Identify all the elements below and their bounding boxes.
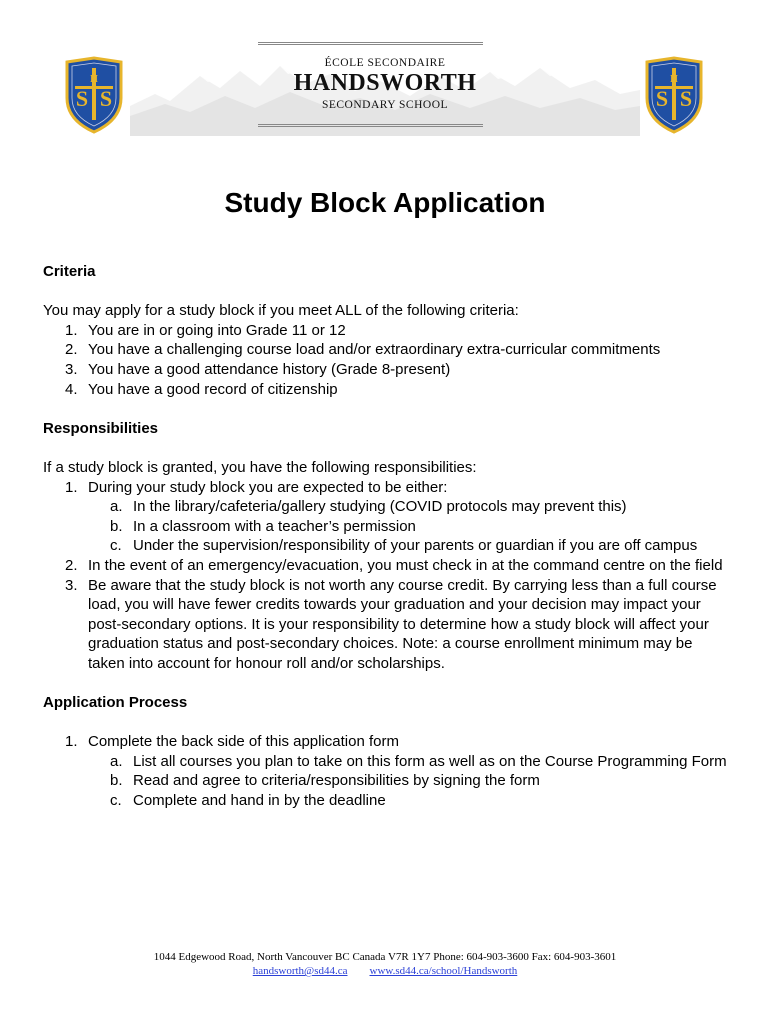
sub-list-item bbox=[43, 771, 733, 791]
list-item-text: Complete and hand in by the deadline bbox=[133, 792, 386, 810]
document-body bbox=[43, 262, 733, 811]
application-process-heading: Application Process bbox=[43, 694, 188, 712]
list-marker: 2. bbox=[65, 556, 78, 574]
svg-text:S: S bbox=[99, 86, 113, 111]
list-item-text: Read and agree to criteria/responsibilities by signing the form bbox=[133, 772, 540, 790]
sub-list-item bbox=[43, 752, 733, 772]
list-item bbox=[43, 360, 733, 380]
svg-text:H: H bbox=[90, 74, 98, 85]
svg-text:S: S bbox=[75, 86, 89, 111]
list-marker: c. bbox=[110, 792, 122, 810]
list-marker: 1. bbox=[65, 321, 78, 339]
letterhead-school-name: HANDSWORTH bbox=[293, 70, 477, 96]
responsibilities-heading: Responsibilities bbox=[43, 419, 159, 437]
criteria-intro: You may apply for a study block if you meet ALL of the following criteria: bbox=[43, 302, 519, 320]
list-item-text: In a classroom with a teacher’s permission bbox=[133, 517, 416, 535]
list-item-text: Be aware that the study block is not worth any course credit. By carrying less than a full course load, you will have fewer credits towards your graduation and your decision may impact your post-secondary options. It is your responsibility to determine how a study block will affect your graduation status and post-secondary choices. Note: a course enrollment minimum may be taken into account for honour roll and/or scholarships. bbox=[88, 576, 717, 672]
letterhead-bottom-rule bbox=[258, 124, 483, 127]
list-item bbox=[43, 380, 733, 400]
list-marker: 1. bbox=[65, 478, 78, 496]
list-marker: 2. bbox=[65, 341, 78, 359]
list-marker: 1. bbox=[65, 733, 78, 751]
page-footer bbox=[0, 950, 770, 978]
list-item bbox=[43, 732, 733, 752]
svg-text:S: S bbox=[655, 86, 669, 111]
letterhead-french-name: ÉCOLE SECONDAIRE bbox=[324, 57, 446, 69]
list-item-text: Complete the back side of this application form bbox=[88, 733, 399, 751]
list-marker: c. bbox=[110, 537, 122, 555]
list-item-text: You are in or going into Grade 11 or 12 bbox=[88, 321, 346, 339]
criteria-heading: Criteria bbox=[43, 263, 96, 280]
sub-list-item bbox=[43, 517, 733, 537]
list-marker: a. bbox=[110, 752, 123, 770]
list-marker: b. bbox=[110, 517, 123, 535]
svg-text:H: H bbox=[670, 74, 678, 85]
list-marker: 4. bbox=[65, 380, 78, 398]
list-item-text: In the event of an emergency/evacuation, you must check in at the command centre on the field bbox=[88, 556, 723, 574]
document-title: Study Block Application bbox=[224, 187, 546, 218]
svg-text:S: S bbox=[679, 86, 693, 111]
school-crest-logo-left bbox=[63, 56, 125, 134]
responsibilities-list-continued bbox=[43, 556, 733, 674]
list-marker: 3. bbox=[65, 576, 78, 594]
criteria-list bbox=[43, 321, 733, 399]
responsibilities-sublist bbox=[43, 497, 733, 556]
criteria-section bbox=[43, 262, 733, 399]
footer-address: 1044 Edgewood Road, North Vancouver BC Canada V7R 1Y7 Phone: 604-903-3600 Fax: 604-903-3601 bbox=[153, 951, 617, 963]
responsibilities-list bbox=[43, 478, 733, 498]
list-item-text: During your study block you are expected to be either: bbox=[88, 478, 448, 496]
list-item bbox=[43, 556, 733, 576]
list-item-text: In the library/cafeteria/gallery studying (COVID protocols may prevent this) bbox=[133, 498, 627, 516]
application-process-list bbox=[43, 732, 733, 752]
sub-list-item bbox=[43, 536, 733, 556]
letterhead-english-name: SECONDARY SCHOOL bbox=[321, 99, 449, 111]
list-item bbox=[43, 321, 733, 341]
list-item-text: Under the supervision/responsibility of your parents or guardian if you are off campus bbox=[133, 537, 698, 555]
list-item bbox=[43, 340, 733, 360]
school-crest-logo-right bbox=[643, 56, 705, 134]
list-item bbox=[43, 576, 733, 674]
list-item-text: You have a challenging course load and/or extraordinary extra-curricular commitments bbox=[88, 341, 661, 359]
list-marker: a. bbox=[110, 498, 123, 516]
responsibilities-section bbox=[43, 419, 733, 674]
list-item-text: You have a good record of citizenship bbox=[88, 380, 338, 398]
footer-email-link[interactable]: handsworth@sd44.ca bbox=[252, 965, 348, 977]
application-process-section bbox=[43, 693, 733, 811]
list-marker: 3. bbox=[65, 360, 78, 378]
responsibilities-intro: If a study block is granted, you have the following responsibilities: bbox=[43, 458, 477, 476]
application-process-sublist bbox=[43, 752, 733, 811]
list-item bbox=[43, 478, 733, 498]
list-marker: b. bbox=[110, 772, 123, 790]
sub-list-item bbox=[43, 497, 733, 517]
school-letterhead bbox=[0, 38, 770, 148]
footer-website-link[interactable]: www.sd44.ca/school/Handsworth bbox=[369, 965, 518, 977]
list-item-text: You have a good attendance history (Grade 8-present) bbox=[88, 360, 451, 378]
list-item-text: List all courses you plan to take on this form as well as on the Course Programming Form bbox=[133, 752, 727, 770]
letterhead-top-rule bbox=[258, 42, 483, 45]
sub-list-item bbox=[43, 791, 733, 811]
